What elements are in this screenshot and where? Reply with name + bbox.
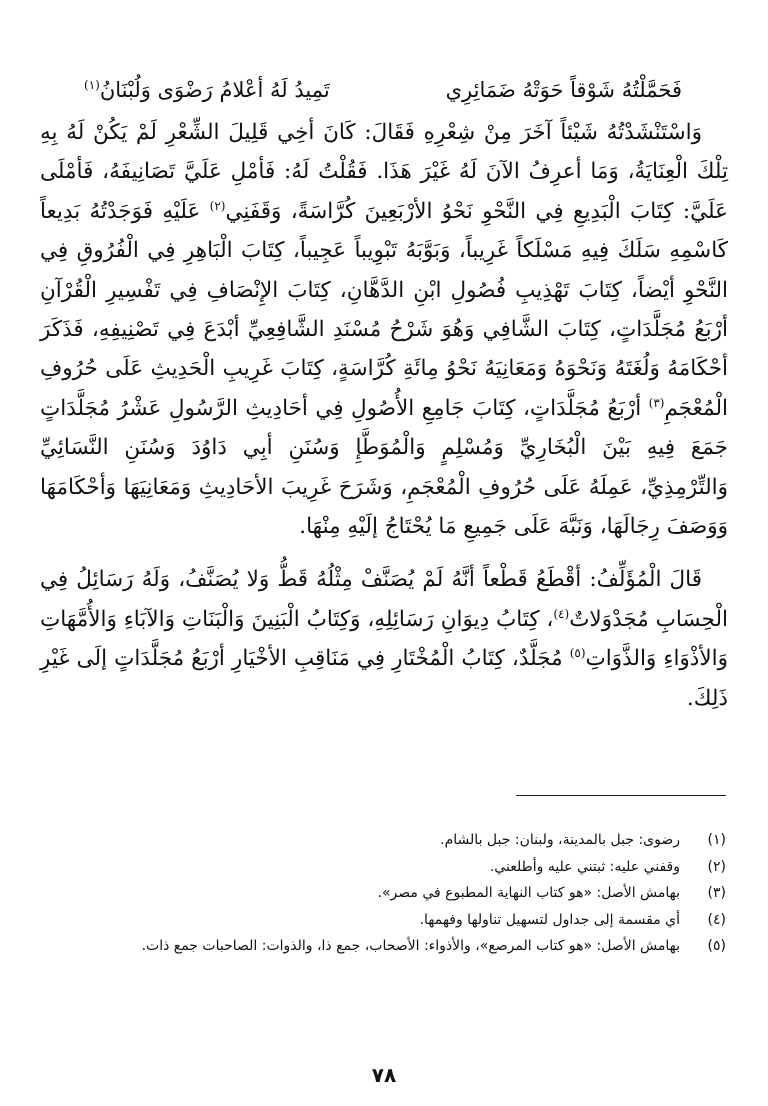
verse-second-hemistich — [84, 70, 330, 110]
footnote-text: أي مقسمة إلى جداول لتسهيل تناولها وفهمها. — [419, 911, 680, 928]
footnote-text: بهامش الأصل: «هو كتاب المرصع»، والأذواء: الأصحاب، جمع ذا، والذوات: الصاحبات جمع ذات. — [141, 938, 680, 954]
footnote-marker: (٣) — [648, 395, 665, 410]
footnote-marker: (٤) — [553, 606, 570, 621]
paragraph-text: وَاسْتَنْشَدْتُهُ شَيْئاً آخَرَ مِنْ شِعْرِهِ فَقَالَ: كَانَ أخِي قَلِيلَ الشِّعْرِ لَمْ يَكُنْ لَهُ بِهِ تِلْكَ الْعِنَايَةُ، وَمَا أعرِفُ الآنَ لَهُ غَيْرَ هَذَا. فَقُلْتُ لَهُ: فَأمْلِ عَلَيَّ تَصَانِيفَهُ، فَأمْلَى عَلَيَّ: كِتَابَ الْبَدِيعِ فِي النَّحْوِ نَحْوُ الأرْبَعِينَ كُرَّاسَةً، وَقَفَنِي — [40, 120, 728, 224]
footnote-item — [40, 856, 726, 879]
verse-first-hemistich: فَحَمَّلْتُهُ شَوْقاً حَوَتْهُ ضَمَائِرِي — [445, 78, 682, 102]
footnote-number: (٣) — [707, 885, 726, 901]
footnote-marker: (٥) — [569, 646, 586, 661]
footnotes-list — [40, 829, 726, 962]
verse-second-hemistich-text: تَمِيدُ لَهُ أعْلامُ رَضْوَى وَلُبْنَانُ — [99, 78, 330, 102]
footnote-marker: (٢) — [209, 198, 226, 213]
footnote-item — [40, 909, 726, 932]
paragraph-text: عَلَيْهِ فَوَجَدْتُهُ بَدِيعاً كَاسْمِهِ سَلَكَ فِيهِ مَسْلَكاً غَرِيباً، وَبَوَّبَهُ تَبْوِيباً عَجِيباً، كِتَابَ الْبَاهِرِ فِي الْفُرُوقِ فِي النَّحْوِ أيْضاً، كِتَابَ تَهْذِيبِ فُصُولِ ابْنِ الدَّهَّانِ، كِتَابَ الإِنْصَافِ فِي تَفْسِيرِ الْقُرْآنِ أرْبَعُ مُجَلَّدَاتٍ، كِتَابَ الشَّافِي وَهُوَ شَرْحُ مُسْنَدِ الشَّافِعِيِّ أبْدَعَ فِي تَصْنِيفِهِ، فَذَكَرَ أحْكَامَهُ وَلُغَتَهُ وَنَحْوَهُ وَمَعَانِيَهُ نَحْوُ مِائَةِ كُرَّاسَةٍ، كِتَابَ غَرِيبِ الْحَدِيثِ عَلَى حُرُوفِ الْمُعْجَمِ — [40, 198, 728, 421]
body-paragraph — [40, 113, 728, 546]
poem-verse — [84, 70, 682, 110]
footnote-item — [40, 882, 726, 905]
footnote-item — [40, 935, 726, 958]
verse-footnote-marker: (١) — [84, 78, 100, 92]
paragraph-text: ، كِتَابُ دِيوَانِ رَسَائِلِهِ، وَكِتَابُ الْبَنِينَ وَالْبَنَاتِ وَالآبَاءِ وَالأُمَّهَاتِ وَالأذْوَاءِ وَالذَّوَاتِ — [40, 606, 728, 672]
page-number: ٧٨ — [371, 1063, 397, 1087]
footnote-text: رضوى: جبل بالمدينة، ولبنان: جبل بالشام. — [440, 832, 680, 848]
footnote-number: (٥) — [707, 938, 726, 954]
paragraph-text: قَالَ الْمُؤَلِّفُ: أقْطَعُ قَطْعاً أنَّهُ لَمْ يُصَنَّفْ مِثْلُهُ قَطُّ وَلا يُصَنَّفُ، وَلَهُ رَسَائِلُ فِي الْحِسَابِ مُجَدْوَلاتٌ — [40, 567, 728, 632]
footnote-text: وقفني عليه: ثبتني عليه وأطلعني. — [489, 858, 680, 875]
body-paragraph — [40, 560, 728, 718]
footnote-number: (١) — [707, 832, 726, 848]
footnote-item — [40, 829, 726, 852]
footnote-text: بهامش الأصل: «هو كتاب النهاية المطبوع في مصر». — [377, 885, 680, 901]
paragraph-text: مُجَلَّدٌ، كِتَابُ الْمُخْتَارِ فِي مَنَاقِبِ الأخْيَارِ أرْبَعُ مُجَلَّدَاتٍ إلَى غَيْرِ ذَلِكَ. — [40, 646, 728, 711]
footnote-separator — [516, 795, 726, 796]
main-text — [40, 113, 728, 718]
footnote-number: (٢) — [707, 858, 726, 875]
paragraph-text: أرْبَعُ مُجَلَّدَاتٍ، كِتَابَ جَامِعِ الأُصُولِ فِي أحَادِيثِ الرَّسُولِ عَشْرُ مُجَلَّدَاتٍ جَمَعَ فِيهِ بَيْنَ الْبُخَارِيِّ وَمُسْلِمٍ وَالْمُوَطَّإِ وَسُنَنِ أبِي دَاوُدَ وَسُنَنِ النَّسَائِيِّ وَالتِّرْمِذِيِّ، عَمِلَهُ عَلَى حُرُوفِ الْمُعْجَمِ، وَشَرَحَ غَرِيبَ الأحَادِيثِ وَمَعَانِيَهَا وَأحْكَامَهَا وَوَصَفَ رِجَالَهَا، وَنَبَّهَ عَلَى جَمِيعِ مَا يُحْتَاجُ إلَيْهِ مِنْهَا. — [40, 395, 728, 540]
footnote-number: (٤) — [707, 911, 726, 928]
